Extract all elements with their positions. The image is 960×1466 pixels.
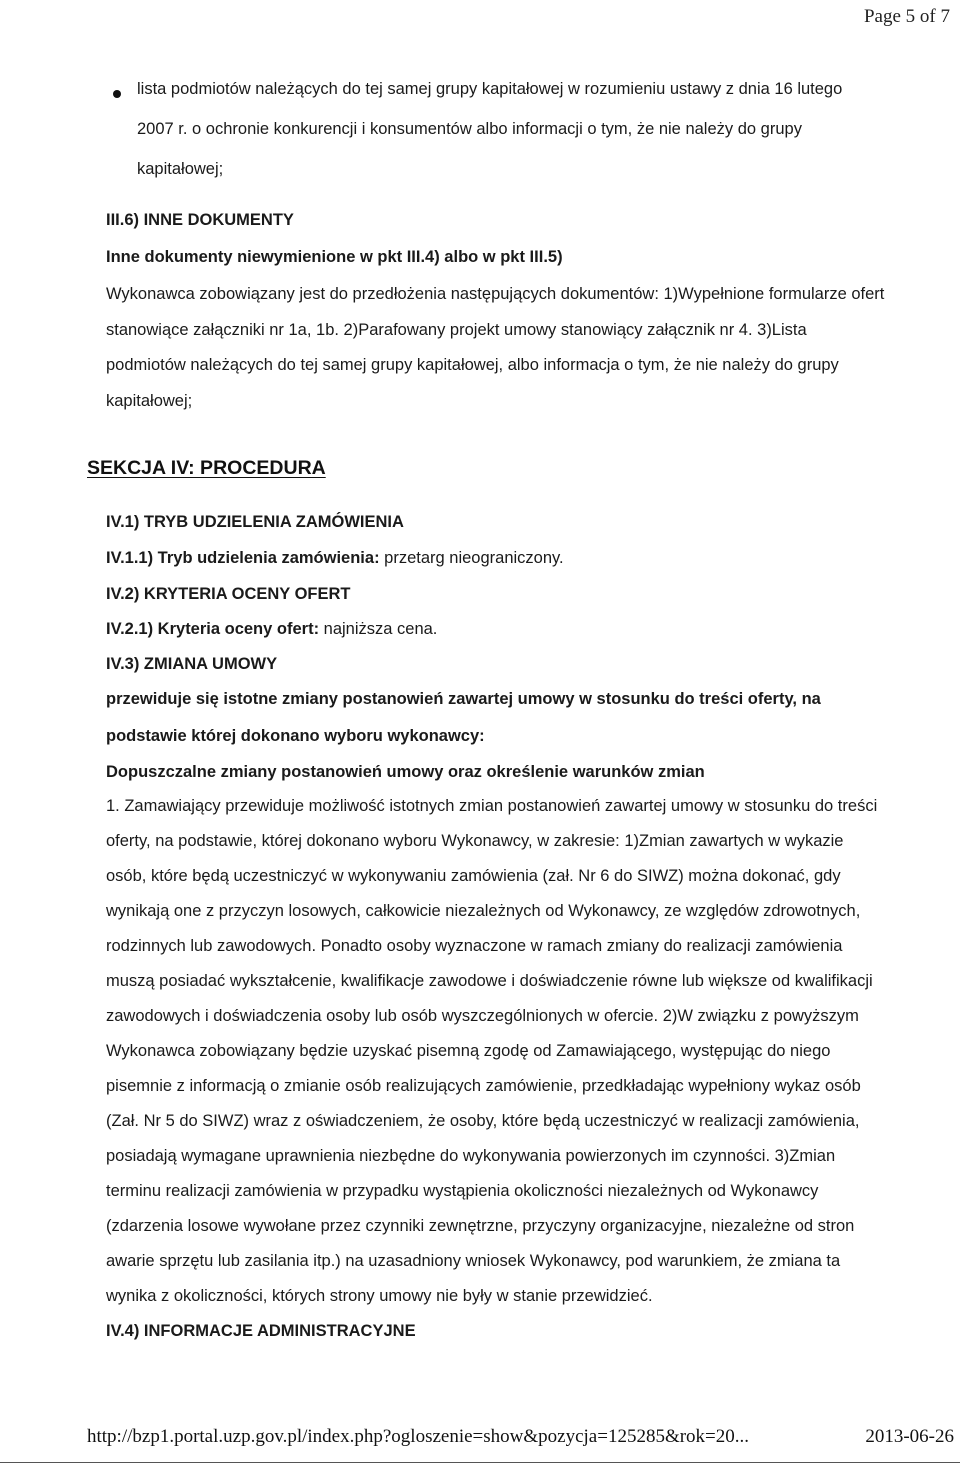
paragraph-line: wynikają one z przyczyn losowych, całkowicie niezależnych od Wykonawcy, ze względów zdrowotnych, xyxy=(106,902,861,920)
paragraph-line: Wykonawca zobowiązany będzie uzyskać pisemną zgodę od Zamawiającego, występując do niego xyxy=(106,1042,831,1060)
paragraph-line: muszą posiadać wykształcenie, kwalifikacje zawodowe i doświadczenie równe lub większe od kwalifikacji xyxy=(106,972,873,990)
paragraph-line: awarie sprzętu lub zasilania itp.) na uzasadniony wniosek Wykonawcy, pod warunkiem, że zmiana ta xyxy=(106,1252,841,1270)
paragraph-line: Wykonawca zobowiązany jest do przedłożenia następujących dokumentów: 1)Wypełnione formularze ofert xyxy=(106,285,885,303)
bullet-icon xyxy=(113,90,121,98)
heading-iv1: IV.1) TRYB UDZIELENIA ZAMÓWIENIA xyxy=(106,513,404,531)
procedure-mode-label: IV.1.1) Tryb udzielenia zamówienia: xyxy=(106,549,380,567)
bold-line: przewiduje się istotne zmiany postanowień zawartej umowy w stosunku do treści oferty, na xyxy=(106,690,821,708)
paragraph-line: pisemnie z informacją o zmianie osób realizujących zamówienie, przedkładając wypełniony wykaz osób xyxy=(106,1077,861,1095)
evaluation-criteria-value: najniższa cena. xyxy=(319,620,438,638)
footer-url: http://bzp1.portal.uzp.gov.pl/index.php?ogloszenie=show&pozycja=125285&rok=20... xyxy=(87,1426,750,1447)
procedure-mode-value: przetarg nieograniczony. xyxy=(379,549,564,567)
paragraph-line: zawodowych i doświadczenia osoby lub osób wyszczególnionych w ofercie. 2)W związku z powyższym xyxy=(106,1007,859,1025)
paragraph-line: osób, które będą uczestniczyć w wykonywaniu zamówienia (zał. Nr 6 do SIWZ) można dokonać, gdy xyxy=(106,867,841,885)
bold-line: podstawie której dokonano wyboru wykonawcy: xyxy=(106,727,485,745)
footer-date: 2013-06-26 xyxy=(865,1426,954,1447)
paragraph-line: (zdarzenia losowe wywołane przez czynniki zewnętrzne, przyczyny organizacyjne, niezależne od stron xyxy=(106,1217,855,1235)
heading-iv2: IV.2) KRYTERIA OCENY OFERT xyxy=(106,585,351,603)
page-number: Page 5 of 7 xyxy=(863,6,950,27)
paragraph-line: posiadają wymagane uprawnienia niezbędne do wykonywania powierzonych im czynności. 3)Zmian xyxy=(106,1147,836,1165)
paragraph-line: wynika z okoliczności, których strony umowy nie były w stanie przewidzieć. xyxy=(106,1287,653,1305)
paragraph-line: kapitałowej; xyxy=(106,392,193,410)
bullet-line: 2007 r. o ochronie konkurencji i konsumentów albo informacji o tym, że nie należy do grupy xyxy=(137,120,802,138)
paragraph-line: (Zał. Nr 5 do SIWZ) wraz z oświadczeniem, że osoby, które będą uczestniczyć w realizacji zamówienia, xyxy=(106,1112,860,1130)
paragraph-line: terminu realizacji zamówienia w przypadku wystąpienia okoliczności niezależnych od Wykonawcy xyxy=(106,1182,819,1200)
subheading-other-documents: Inne dokumenty niewymienione w pkt III.4) albo w pkt III.5) xyxy=(106,248,563,266)
evaluation-criteria xyxy=(106,620,437,639)
paragraph-line: stanowiące załączniki nr 1a, 1b. 2)Parafowany projekt umowy stanowiący załącznik nr 4. 3)Lista xyxy=(106,321,807,339)
bullet-line: lista podmiotów należących do tej samej grupy kapitałowej w rozumieniu ustawy z dnia 16 lutego xyxy=(137,80,843,98)
procedure-mode xyxy=(106,549,564,568)
section-title: SEKCJA IV: PROCEDURA xyxy=(87,457,326,479)
footer-divider xyxy=(0,1462,960,1463)
paragraph-line: 1. Zamawiający przewiduje możliwość istotnych zmian postanowień zawartej umowy w stosunku do treści xyxy=(106,797,878,815)
evaluation-criteria-label: IV.2.1) Kryteria oceny ofert: xyxy=(106,620,320,638)
heading-iv3: IV.3) ZMIANA UMOWY xyxy=(106,655,278,673)
section-heading-iii6: III.6) INNE DOKUMENTY xyxy=(106,211,294,229)
bullet-line: kapitałowej; xyxy=(137,160,224,178)
conditions-heading: Dopuszczalne zmiany postanowień umowy oraz określenie warunków zmian xyxy=(106,763,705,781)
heading-iv4: IV.4) INFORMACJE ADMINISTRACYJNE xyxy=(106,1322,416,1340)
paragraph-line: podmiotów należących do tej samej grupy kapitałowej, albo informacja o tym, że nie należy do grupy xyxy=(106,356,839,374)
paragraph-line: rodzinnych lub zawodowych. Ponadto osoby wyznaczone w ramach zmiany do realizacji zamówienia xyxy=(106,937,843,955)
paragraph-line: oferty, na podstawie, której dokonano wyboru Wykonawcy, w zakresie: 1)Zmian zawartych w wykazie xyxy=(106,832,844,850)
